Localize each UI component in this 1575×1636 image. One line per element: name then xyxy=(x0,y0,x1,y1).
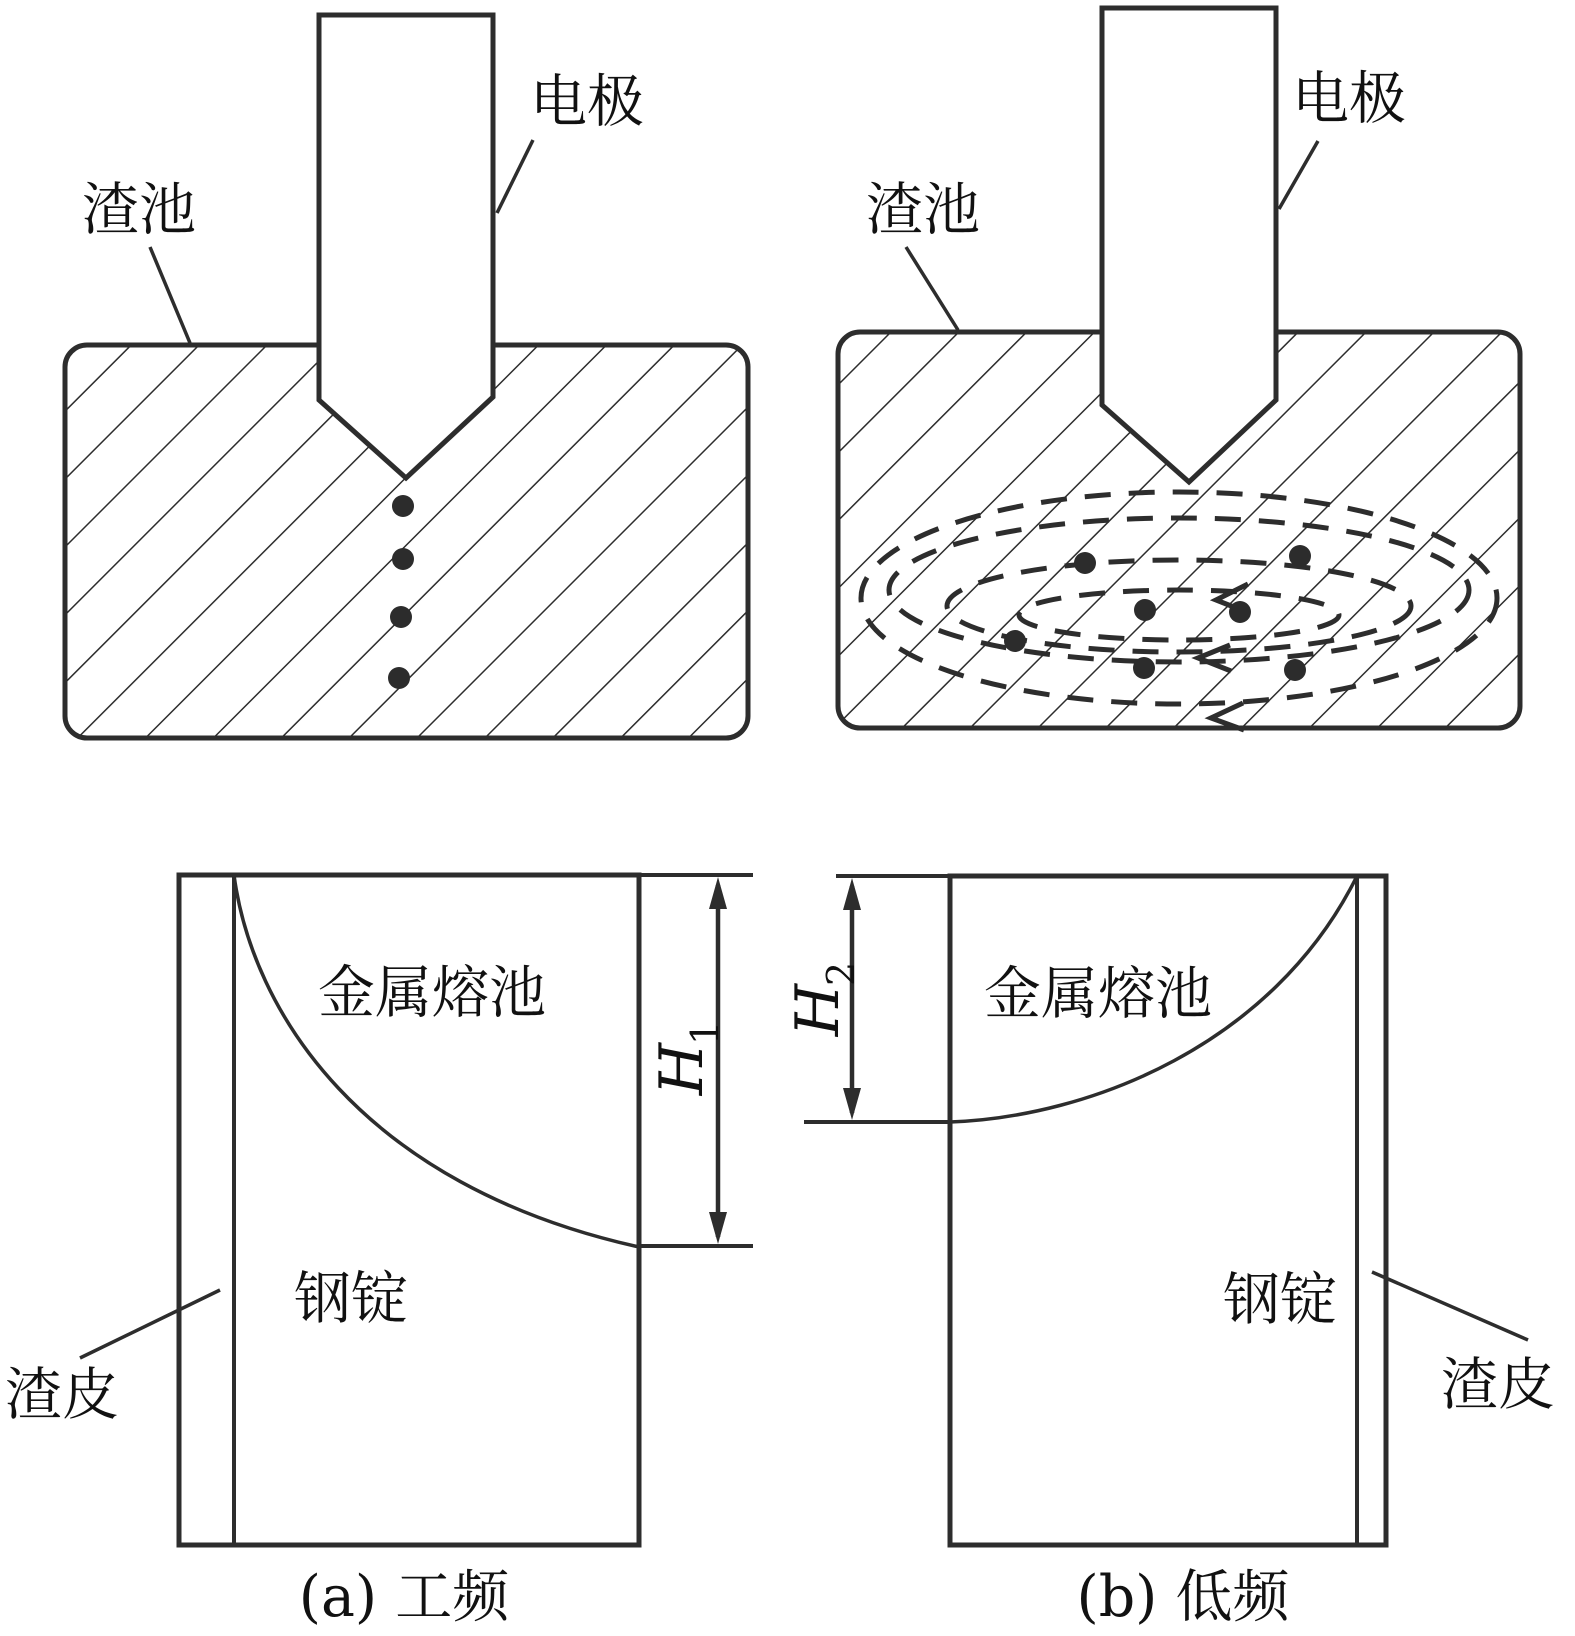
h2-label xyxy=(783,962,863,1038)
slag-pool-panel-power-frequency xyxy=(65,15,748,738)
h2-base: H xyxy=(783,983,853,1037)
arrowhead-up xyxy=(843,878,861,910)
slag-skin-leader-line xyxy=(1372,1272,1528,1340)
electrode-leader-line xyxy=(1279,141,1318,209)
electrode-leader-line xyxy=(497,140,533,213)
metal-pool-label: 金属熔池 xyxy=(318,960,546,1026)
h2-subscript: 2 xyxy=(819,961,863,986)
arrowhead-up xyxy=(709,877,727,909)
droplet-dot xyxy=(392,495,414,517)
slag-skin-label: 渣皮 xyxy=(1441,1352,1555,1418)
slag-skin-label: 渣皮 xyxy=(5,1362,119,1428)
electrode-label: 电极 xyxy=(530,69,644,135)
slag-pool-label: 渣池 xyxy=(82,177,196,243)
ingot-panel-low-frequency xyxy=(783,876,1555,1630)
arrowhead-down xyxy=(843,1088,861,1120)
ingot-label: 钢锭 xyxy=(294,1266,408,1332)
droplet-dot xyxy=(1133,657,1155,679)
h1-base: H xyxy=(647,1042,717,1096)
droplet-dot xyxy=(1004,630,1026,652)
droplet-dot xyxy=(1074,552,1096,574)
slag-pool-label: 渣池 xyxy=(866,177,980,243)
caption-low-frequency: (b) 低频 xyxy=(1076,1564,1290,1630)
slag-pool-panel-low-frequency xyxy=(838,8,1520,730)
electrode-shape xyxy=(1102,8,1276,482)
droplet-dot xyxy=(1134,599,1156,621)
droplet-dot xyxy=(1289,545,1311,567)
slag-pool-leader-line xyxy=(150,247,190,343)
droplet-dot xyxy=(1284,659,1306,681)
electrode-shape xyxy=(319,15,493,478)
droplet-dot xyxy=(390,606,412,628)
droplet-dot xyxy=(388,667,410,689)
caption-power-frequency: (a) 工频 xyxy=(298,1564,510,1630)
electrode-label: 电极 xyxy=(1292,66,1406,132)
ingot-panel-power-frequency xyxy=(5,875,753,1630)
ingot-label: 钢锭 xyxy=(1223,1267,1337,1333)
droplet-dot xyxy=(1229,601,1251,623)
h1-label xyxy=(647,1021,727,1097)
h1-subscript: 1 xyxy=(683,1020,727,1045)
slag-pool-leader-line xyxy=(906,247,958,330)
arrowhead-down xyxy=(709,1212,727,1244)
metal-pool-label: 金属熔池 xyxy=(984,961,1212,1027)
droplet-dot xyxy=(392,548,414,570)
